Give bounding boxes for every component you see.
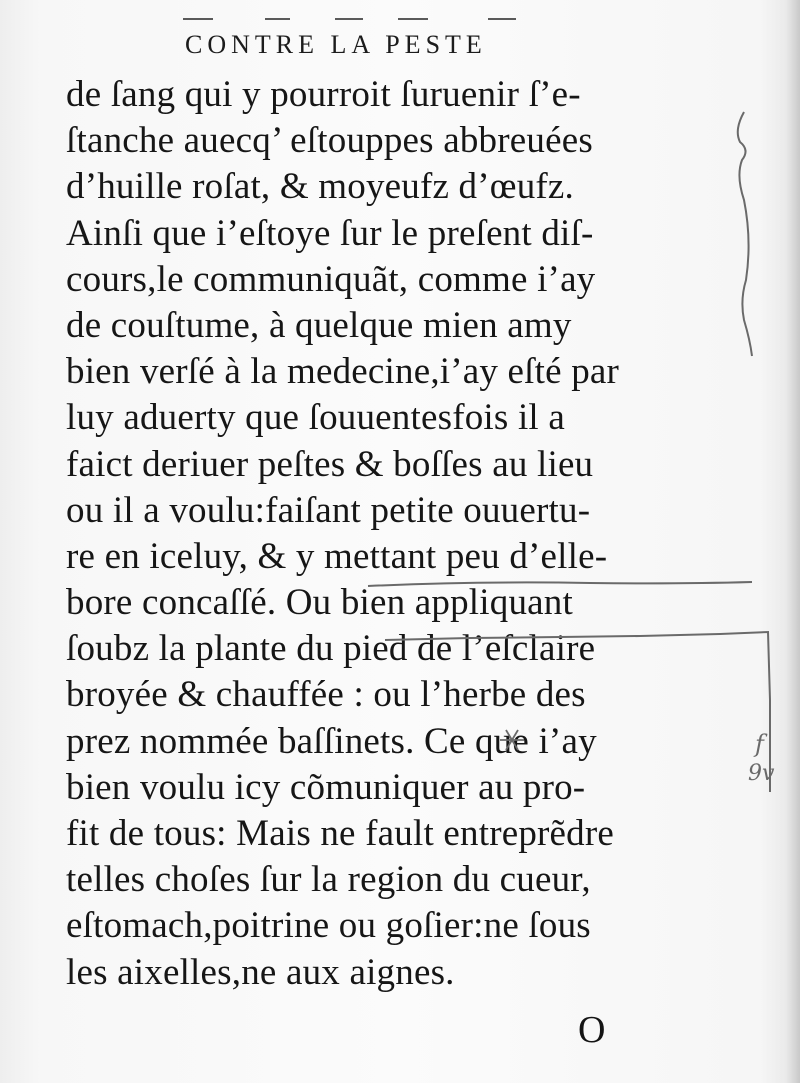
text-line: Ainſi que i’eſtoye ſur le preſent diſ- (66, 212, 594, 254)
text-line: luy aduerty que ſouuentesfois il a (66, 397, 565, 439)
margin-note-line1: f (755, 730, 764, 758)
text-line: eſtomach,poitrine ou goſier:ne ſous (66, 905, 591, 947)
margin-note-line2: 9v (748, 761, 775, 786)
text-line: broyée & chauffée : ou l’herbe des (66, 674, 586, 716)
text-line: bien voulu icy cõmuniquer au pro- (66, 766, 586, 808)
text-line: ſtanche auecq’ eſtouppes abbreuées (66, 120, 593, 162)
underline-mark (368, 582, 752, 586)
catchword: O (578, 1009, 606, 1051)
text-line: ſoubz la plante du pied de l’eſclaire (66, 628, 596, 670)
text-line: bore concaſſé. Ou bien appliquant (66, 582, 573, 624)
asterisk-mark (500, 730, 524, 750)
text-line: prez nommée baſſinets. Ce que i’ay (66, 720, 597, 762)
text-line: bien verſé à la medecine,i’ay eſté par (66, 351, 620, 393)
text-line: ou il a voulu:faiſant petite ouuertu- (66, 489, 591, 531)
text-line: fit de tous: Mais ne fault entreprẽdre (66, 813, 615, 854)
text-line: de ſang qui y pourroit ſuruenir ſ’e- (66, 74, 581, 115)
text-line: les aixelles,ne aux aignes. (66, 951, 455, 993)
text-line: telles choſes ſur la region du cueur, (66, 859, 591, 901)
text-line: cours,le communiquãt, comme i’ay (66, 258, 596, 300)
margin-bracket (385, 632, 770, 792)
text-line: re en iceluy, & y mettant peu d’elle- (66, 535, 608, 577)
margin-brace (738, 112, 752, 356)
text-line: d’huille roſat, & moyeufz d’œufz. (66, 166, 574, 208)
page-edge-shadow (786, 0, 800, 1083)
text-line: faict deriuer peſtes & boſſes au lieu (66, 443, 594, 485)
text-line: de couſtume, à quelque mien amy (66, 304, 572, 346)
running-head: CONTRE LA PESTE (185, 30, 487, 59)
